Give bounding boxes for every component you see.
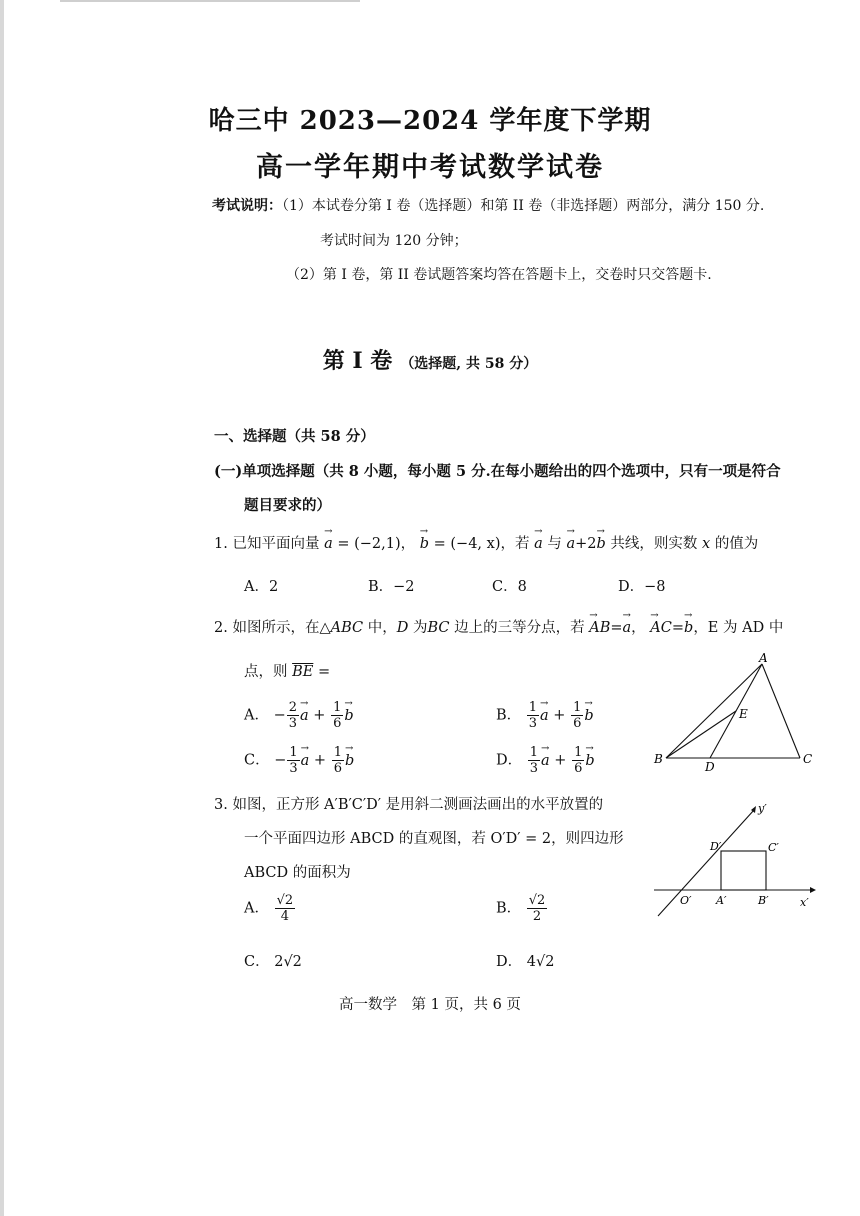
q1-option-b: B．−2 <box>368 579 415 595</box>
question-3 <box>214 793 603 814</box>
q1-def-b: = (−4, x)，若 <box>433 536 530 552</box>
label-e: E <box>739 707 748 721</box>
q1-expression: → a+2→ b <box>566 536 605 552</box>
q2-segment-bc: BC <box>427 620 450 636</box>
question-1 <box>214 532 758 553</box>
q1-option-d: D．−8 <box>618 579 666 595</box>
part-subheading-line2: 题目要求的） <box>244 497 331 514</box>
q2-option-c-label: C． <box>244 752 270 769</box>
q3-line2: 一个平面四边形 ABCD 的直观图，若 O′D′ = 2，则四边形 <box>244 831 624 847</box>
q2-vector-ab: → AB=→ a <box>589 620 631 636</box>
part-heading: 一、选择题（共 58 分） <box>214 428 375 445</box>
q2-option-d: D． $\frac{1}{3}$ → a + $\frac{1}{6}$ → b <box>496 745 595 776</box>
q1-text-a: 已知平面向量 <box>232 536 320 552</box>
q1-text-c: 共线，则实数 <box>610 536 698 552</box>
q2-option-b: B． $\frac{1}{3}$ → a + $\frac{1}{6}$ → b <box>496 700 594 731</box>
part-subheading-line1: (一)单项选择题（共 8 小题，每小题 5 分.在每小题给出的四个选项中，只有一项是符合 <box>214 463 781 480</box>
q3-option-c-label: C． <box>244 954 270 970</box>
page-footer: 高一数学 第 1 页，共 6 页 <box>339 997 521 1013</box>
q1-text-b: 与 <box>547 536 562 552</box>
q2-text-c: 为 <box>412 620 428 636</box>
instructions-label: 考试说明： <box>212 198 282 214</box>
q3-line1: 如图，正方形 A′B′C′D′ 是用斜二测画法画出的水平放置的 <box>232 797 604 813</box>
triangle-figure <box>650 650 820 775</box>
instructions-item1-b: 考试时间为 120 分钟； <box>320 233 468 249</box>
q1-def-a: = (−2,1)， <box>337 536 416 552</box>
label-d-prime: D′ <box>710 840 722 853</box>
q3-option-d-value: 4√2 <box>526 954 555 970</box>
q2-point-d: D <box>396 620 409 636</box>
y-axis <box>658 810 754 916</box>
segment-be <box>666 711 736 758</box>
label-y-prime: y′ <box>758 802 767 815</box>
label-c: C <box>803 752 813 766</box>
q1-variable-x: x <box>702 536 711 552</box>
label-o-prime: O′ <box>680 894 692 907</box>
q2-option-d-label: D． <box>496 752 523 769</box>
q3-line3: ABCD 的面积为 <box>244 865 351 881</box>
label-a-prime: A′ <box>716 894 727 907</box>
q2-text-b: 中， <box>367 620 397 636</box>
q2-line2: 点，则 $\overline{BE}$ = <box>244 664 331 680</box>
segment-ac <box>762 664 800 758</box>
exam-title-line2: 高一学年期中考试数学试卷 <box>256 152 604 183</box>
vector-a-symbol: → a <box>324 536 333 552</box>
label-d: D <box>705 760 715 774</box>
q2-option-c: C． − $\frac{1}{3}$ → a + $\frac{1}{6}$ → b <box>244 745 354 776</box>
instructions-line1 <box>212 195 764 215</box>
q2-number: 2. <box>214 620 228 636</box>
instructions-item2: （2）第 I 卷，第 II 卷试题答案均答在答题卡上，交卷时只交答题卡. <box>286 267 712 283</box>
question-2: 2. 如图所示，在△ABC 中，D 为BC 边上的三等分点，若 → AB=→ a， → AC=→ b，E 为 AD 中 <box>214 616 783 637</box>
q3-option-a: A． $\frac{√2}{4}$ <box>244 893 294 924</box>
exam-title-line1: 哈三中 2023—2024 学年度下学期 <box>208 106 652 136</box>
q2-text-a: 如图所示，在△ <box>232 620 331 636</box>
square-abcd <box>721 851 766 890</box>
q1-number: 1. <box>214 536 228 552</box>
vector-b-symbol: → b <box>420 536 429 552</box>
q2-vector-be: $\overline{BE}$ <box>292 664 314 680</box>
q1-option-c: C．8 <box>492 579 527 595</box>
vector-a-symbol-2: → a <box>534 536 543 552</box>
q2-text-e: ，E 为 AD 中 <box>693 620 784 636</box>
q3-option-b-label: B． <box>496 900 522 917</box>
label-x-prime: x′ <box>800 896 809 909</box>
q2-text-d: 边上的三等分点，若 <box>454 620 585 636</box>
q3-option-a-label: A． <box>244 900 269 917</box>
scan-mark <box>60 0 360 2</box>
x-axis-arrow <box>810 887 816 893</box>
label-c-prime: C′ <box>768 841 779 854</box>
q1-option-a: A．2 <box>244 579 279 595</box>
q3-option-d-label: D． <box>496 954 523 970</box>
q3-option-c <box>244 950 302 971</box>
q2-option-a-label: A． <box>244 707 269 724</box>
q3-option-b: B． $\frac{√2}{2}$ <box>496 893 546 924</box>
label-b-prime: B′ <box>758 894 769 907</box>
q2-triangle: ABC <box>330 620 364 636</box>
oblique-projection-figure <box>650 798 830 923</box>
q2-option-a: A． − $\frac{2}{3}$ → a + $\frac{1}{6}$ → b <box>244 700 354 731</box>
instructions-item1-a: （1）本试卷分第 I 卷（选择题）和第 II 卷（非选择题）两部分，满分 150 分. <box>282 198 765 214</box>
q1-text-d: 的值为 <box>714 536 759 552</box>
section-title: 第 I 卷 <box>322 348 393 374</box>
q3-option-c-value: 2√2 <box>274 954 302 970</box>
q2-vector-ac: → AC=→ b <box>650 620 693 636</box>
section-heading <box>0 344 860 375</box>
q3-number: 3. <box>214 797 228 813</box>
q2-text-f: 点，则 <box>244 664 288 680</box>
label-b: B <box>654 752 663 766</box>
q3-option-d <box>496 950 554 971</box>
q2-option-b-label: B． <box>496 707 522 724</box>
section-subtitle: （选择题, 共 58 分） <box>400 356 538 372</box>
label-a: A <box>759 651 768 665</box>
